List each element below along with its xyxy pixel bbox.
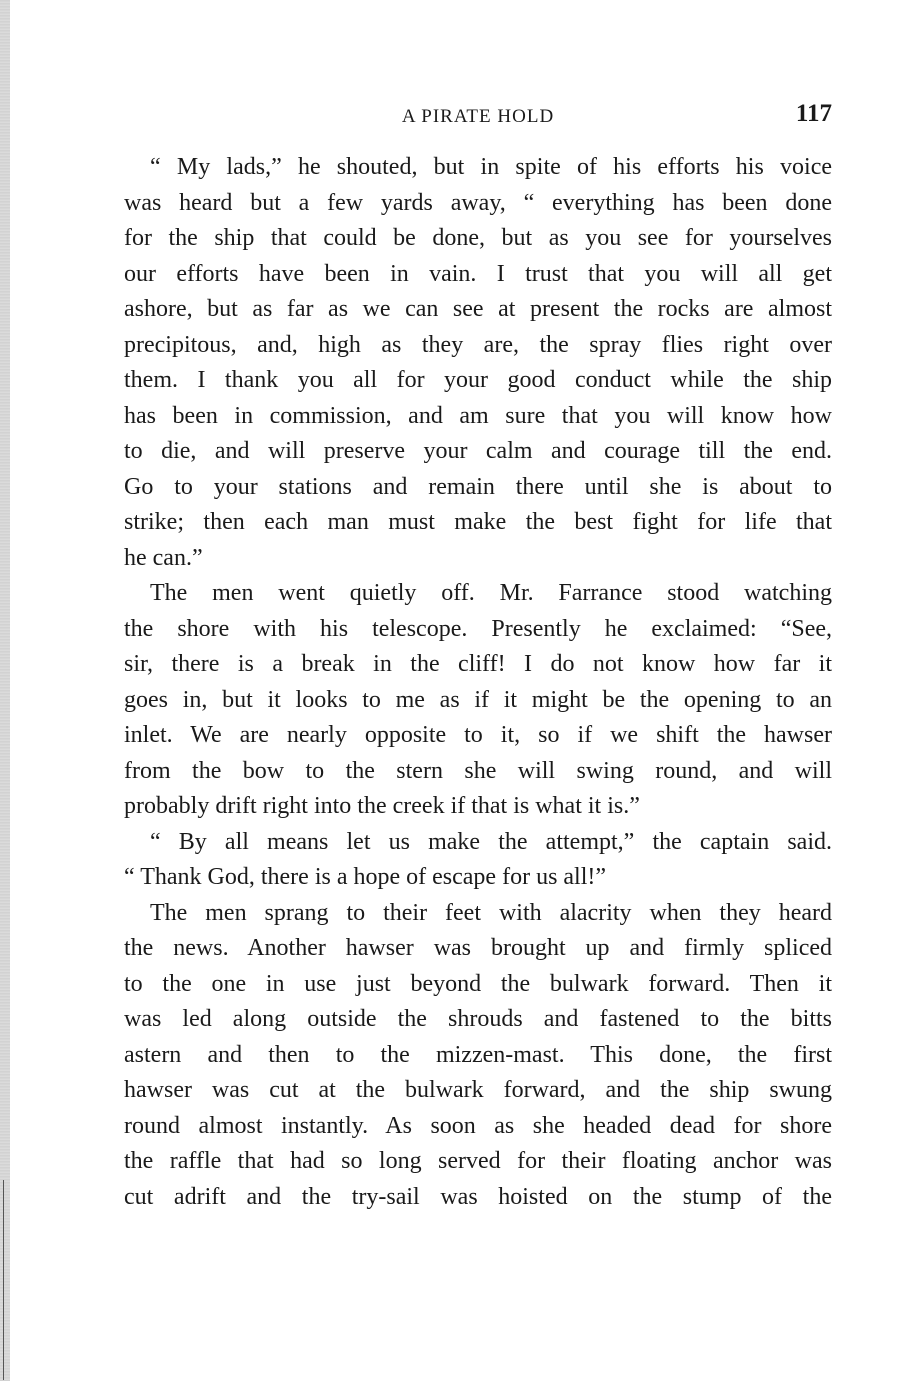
- text-line: “ By all means let us make the attempt,” the captain said.: [150, 828, 832, 855]
- text-line: our efforts have been in vain. I trust that you will all get: [124, 260, 832, 287]
- paragraph: [124, 576, 832, 825]
- text-line: to the one in use just beyond the bulwark forward. Then it: [124, 970, 832, 997]
- text-line: astern and then to the mizzen-mast. This done, the first: [124, 1041, 832, 1068]
- text-line: for the ship that could be done, but as you see for yourselves: [124, 225, 832, 251]
- text-line: the news. Another hawser was brought up and firmly spliced: [124, 935, 832, 961]
- text-line: The men sprang to their feet with alacrity when they heard: [150, 899, 832, 926]
- text-line: was led along outside the shrouds and fastened to the bitts: [124, 1006, 832, 1032]
- page-gutter-edge: [0, 0, 10, 1381]
- text-line: probably drift right into the creek if that is what it is.”: [124, 793, 640, 819]
- text-line: he can.”: [124, 544, 203, 571]
- text-line: has been in commission, and am sure that you will know how: [124, 402, 832, 429]
- text-line: cut adrift and the try-sail was hoisted on the stump of the: [124, 1183, 832, 1210]
- text-line: the raffle that had so long served for their floating anchor was: [124, 1148, 832, 1174]
- text-line: sir, there is a break in the cliff! I do not know how far it: [124, 651, 832, 677]
- paragraph: [124, 825, 832, 896]
- text-line: The men went quietly off. Mr. Farrance stood watching: [150, 580, 832, 606]
- paragraph: [124, 150, 832, 576]
- text-line: goes in, but it looks to me as if it might be the opening to an: [124, 686, 832, 713]
- page-header: [124, 100, 832, 134]
- running-head: A PIRATE HOLD: [401, 106, 555, 127]
- text-line: ashore, but as far as we can see at present the rocks are almost: [124, 296, 832, 322]
- text-line: “ My lads,” he shouted, but in spite of his efforts his voice: [150, 154, 832, 180]
- text-line: them. I thank you all for your good conduct while the ship: [124, 367, 832, 393]
- text-line: hawser was cut at the bulwark forward, and the ship swung: [124, 1077, 832, 1103]
- text-line: “ Thank God, there is a hope of escape for us all!”: [124, 864, 607, 890]
- text-line: to die, and will preserve your calm and courage till the end.: [124, 438, 832, 464]
- text-line: the shore with his telescope. Presently he exclaimed: “See,: [124, 615, 832, 642]
- paragraph: [124, 896, 832, 1216]
- text-line: from the bow to the stern she will swing round, and will: [124, 757, 832, 784]
- text-line: was heard but a few yards away, “ everything has been done: [124, 189, 832, 216]
- text-line: Go to your stations and remain there until she is about to: [124, 473, 832, 500]
- body-text: [124, 150, 832, 1215]
- binding-line: [3, 1180, 4, 1380]
- text-line: round almost instantly. As soon as she headed dead for shore: [124, 1112, 832, 1139]
- text-line: precipitous, and, high as they are, the spray flies right over: [124, 331, 832, 358]
- text-line: inlet. We are nearly opposite to it, so if we shift the hawser: [124, 722, 832, 748]
- page-number: 117: [795, 100, 832, 127]
- text-line: strike; then each man must make the best fight for life that: [124, 509, 832, 535]
